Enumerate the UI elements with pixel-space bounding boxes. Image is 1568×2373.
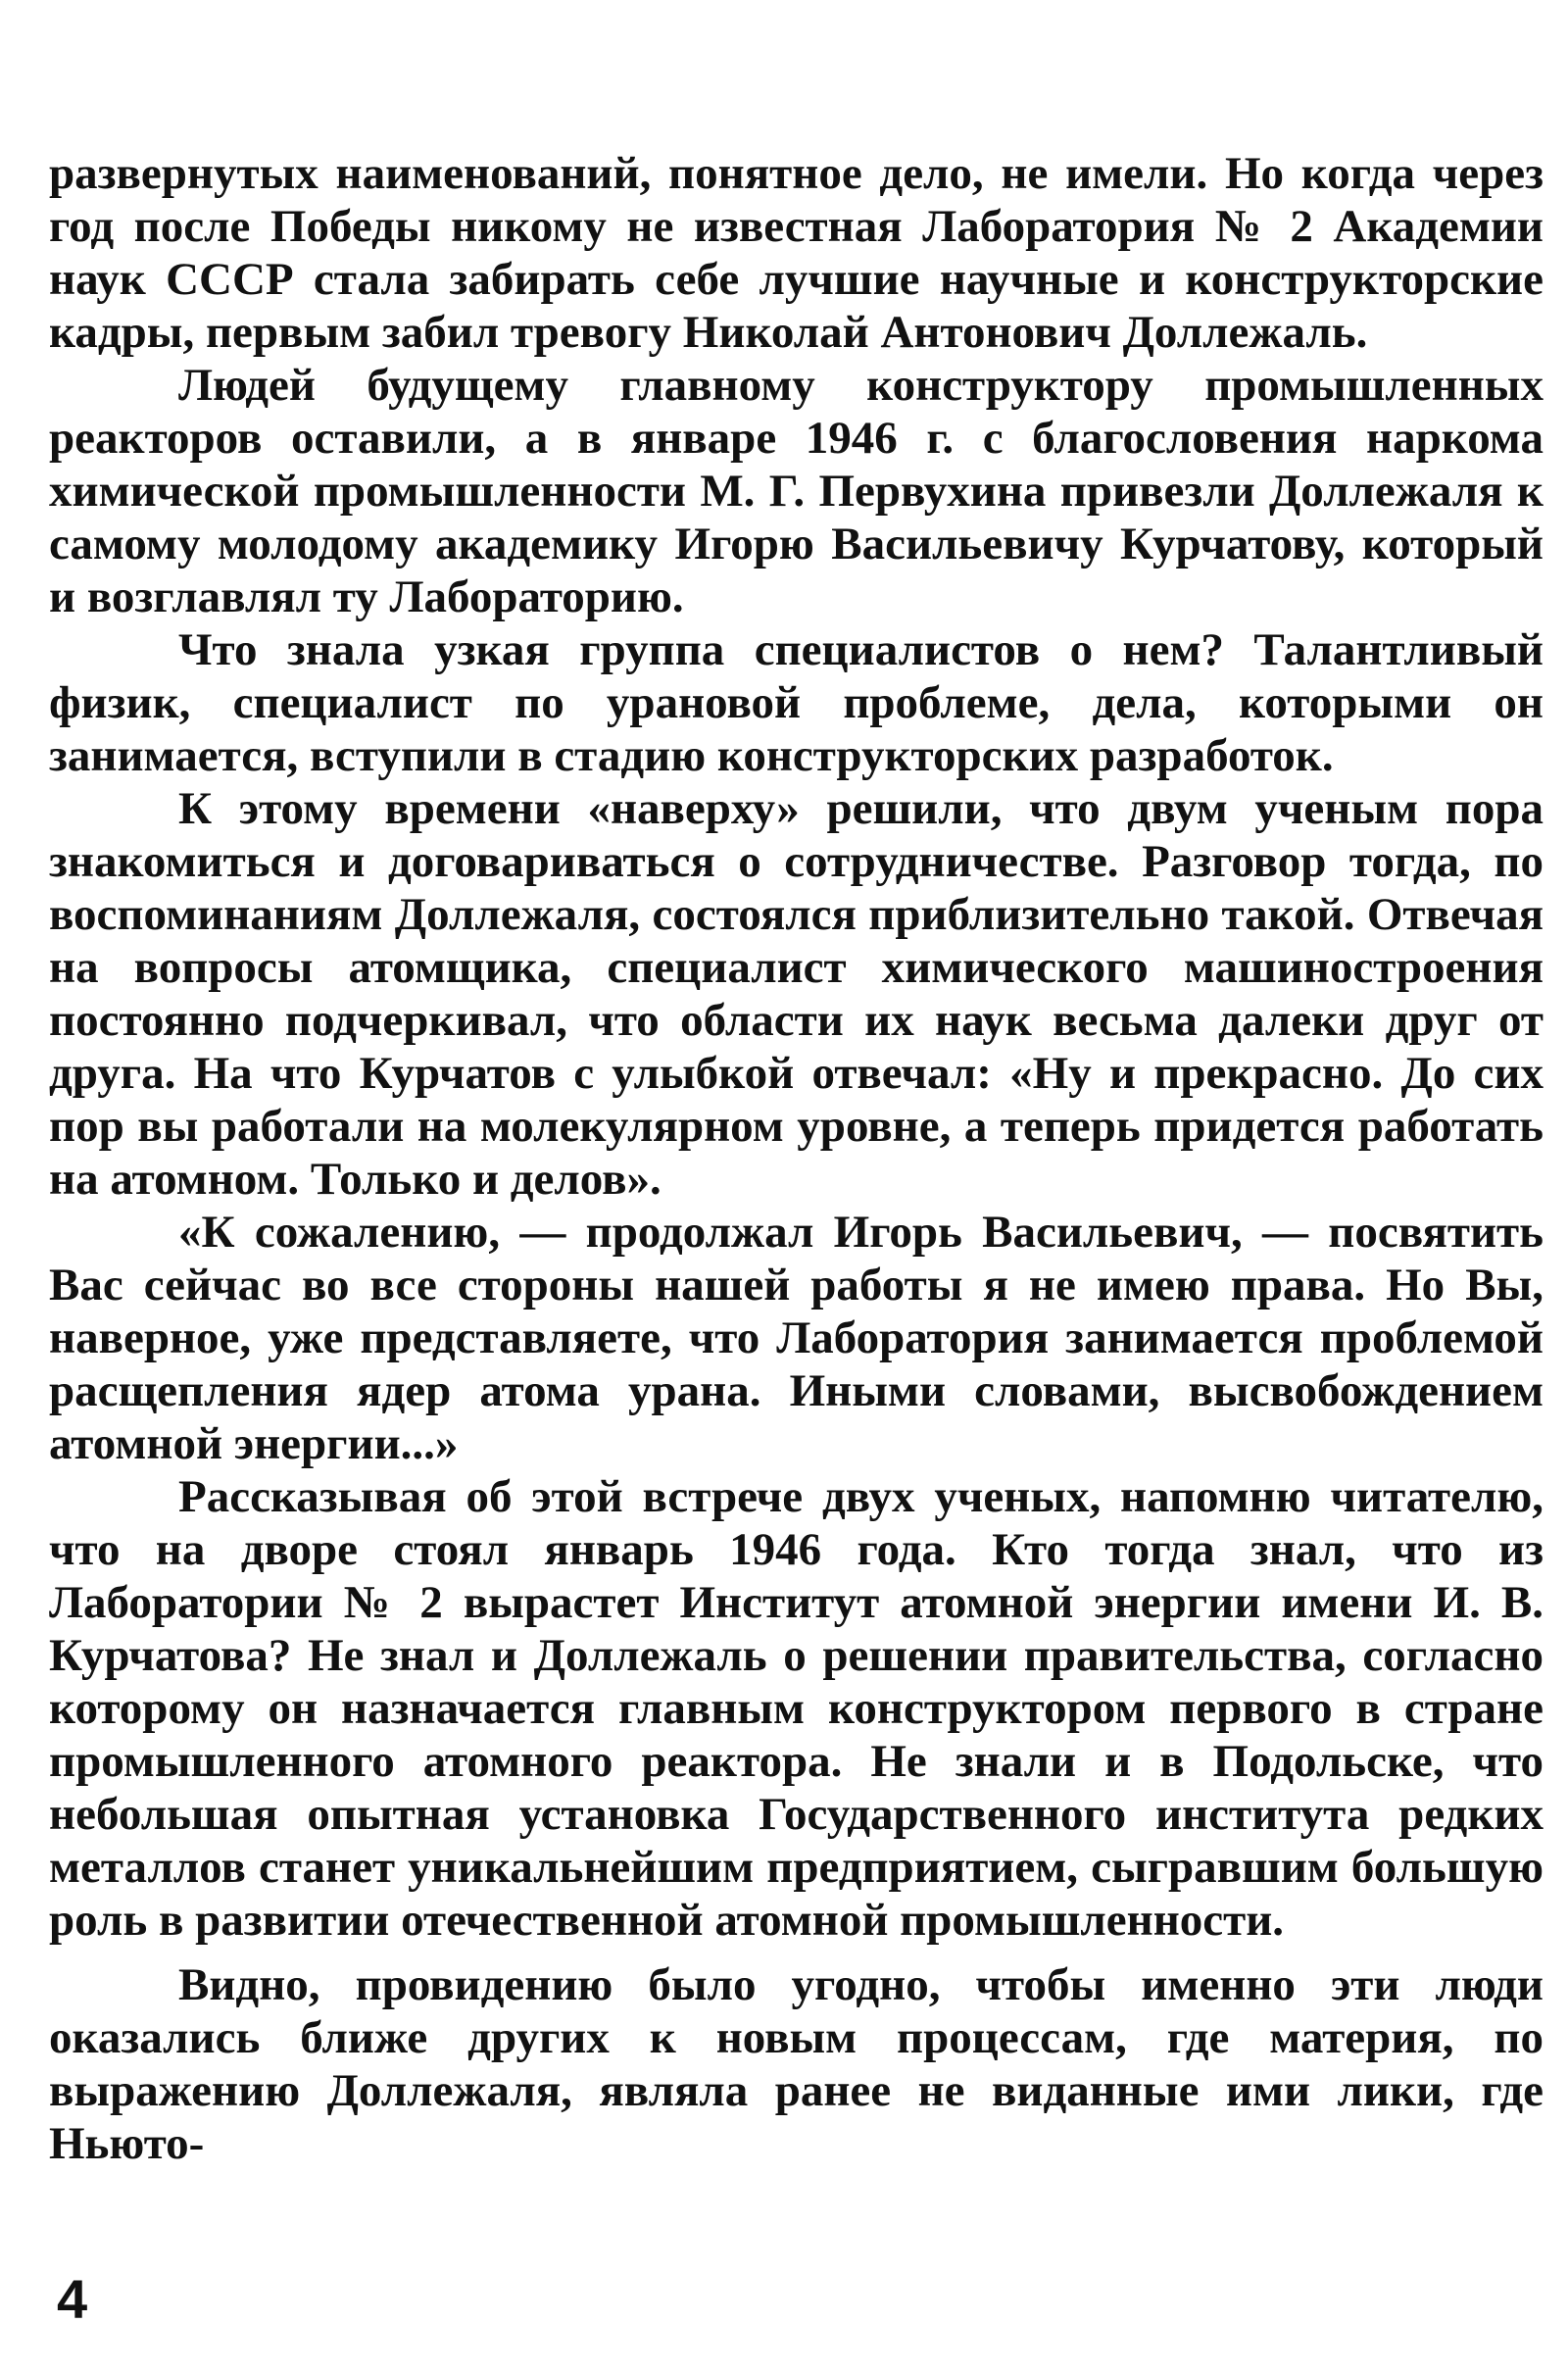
paragraph-6: Рассказывая об этой встрече двух ученых, напомню читателю, что на дворе стоял январь 1946 года. Кто тогда знал, что из Лаборатории № 2 вырастет Институт атомной энергии имени И. В. Курчатова? Не знал и Доллежаль о решении правительства, согласно которому он назначается главным конструктором первого в стране промышленного атомного реактора. Не знали и в Подольске, что небольшая опытная установка Государственного института редких металлов станет уникальнейшим предприятием, сыгравшим большую роль в развитии отечественной атомной промышленности. bbox=[49, 1471, 1544, 1946]
document-body bbox=[49, 147, 1544, 2170]
paragraph-3: Что знала узкая группа специалистов о нем? Талантливый физик, специалист по урановой проблеме, дела, которыми он занимается, вступили в стадию конструкторских разработок. bbox=[49, 624, 1544, 781]
paragraph-4: К этому времени «наверху» решили, что двум ученым пора знакомиться и договариваться о сотрудничестве. Разговор тогда, по воспоминаниям Доллежаля, состоялся приблизительно такой. Отвечая на вопросы атомщика, специалист химического машиностроения постоянно подчеркивал, что области их наук весьма далеки друг от друга. На что Курчатов с улыбкой отвечал: «Ну и прекрасно. До сих пор вы работали на молекулярном уровне, а теперь придется работать на атомном. Только и делов». bbox=[49, 783, 1544, 1205]
paragraph-1: развернутых наименований, понятное дело, не имели. Но когда через год после Победы никому не известная Лаборатория № 2 Академии наук СССР стала забирать себе лучшие научные и конструкторские кадры, первым забил тревогу Николай Антонович Доллежаль. bbox=[49, 148, 1544, 358]
paragraph-7: Видно, провидению было угодно, чтобы именно эти люди оказались ближе других к новым процессам, где материя, по выражению Доллежаля, являла ранее не виданные ими лики, где Ньюто- bbox=[49, 1959, 1544, 2169]
page-number: 4 bbox=[57, 2268, 88, 2330]
paragraph-5: «К сожалению, — продолжал Игорь Васильевич, — посвятить Вас сейчас во все стороны нашей работы я не имею права. Но Вы, наверное, уже представляете, что Лаборатория занимается проблемой расщепления ядер атома урана. Иными словами, высвобождением атомной энергии...» bbox=[49, 1207, 1544, 1469]
paragraph-2: Людей будущему главному конструктору промышленных реакторов оставили, а в январе 1946 г. с благословения наркома химической промышленности М. Г. Первухина привезли Доллежаля к самому молодому академику Игорю Васильевичу Курчатову, который и возглавлял ту Лабораторию. bbox=[49, 360, 1544, 622]
